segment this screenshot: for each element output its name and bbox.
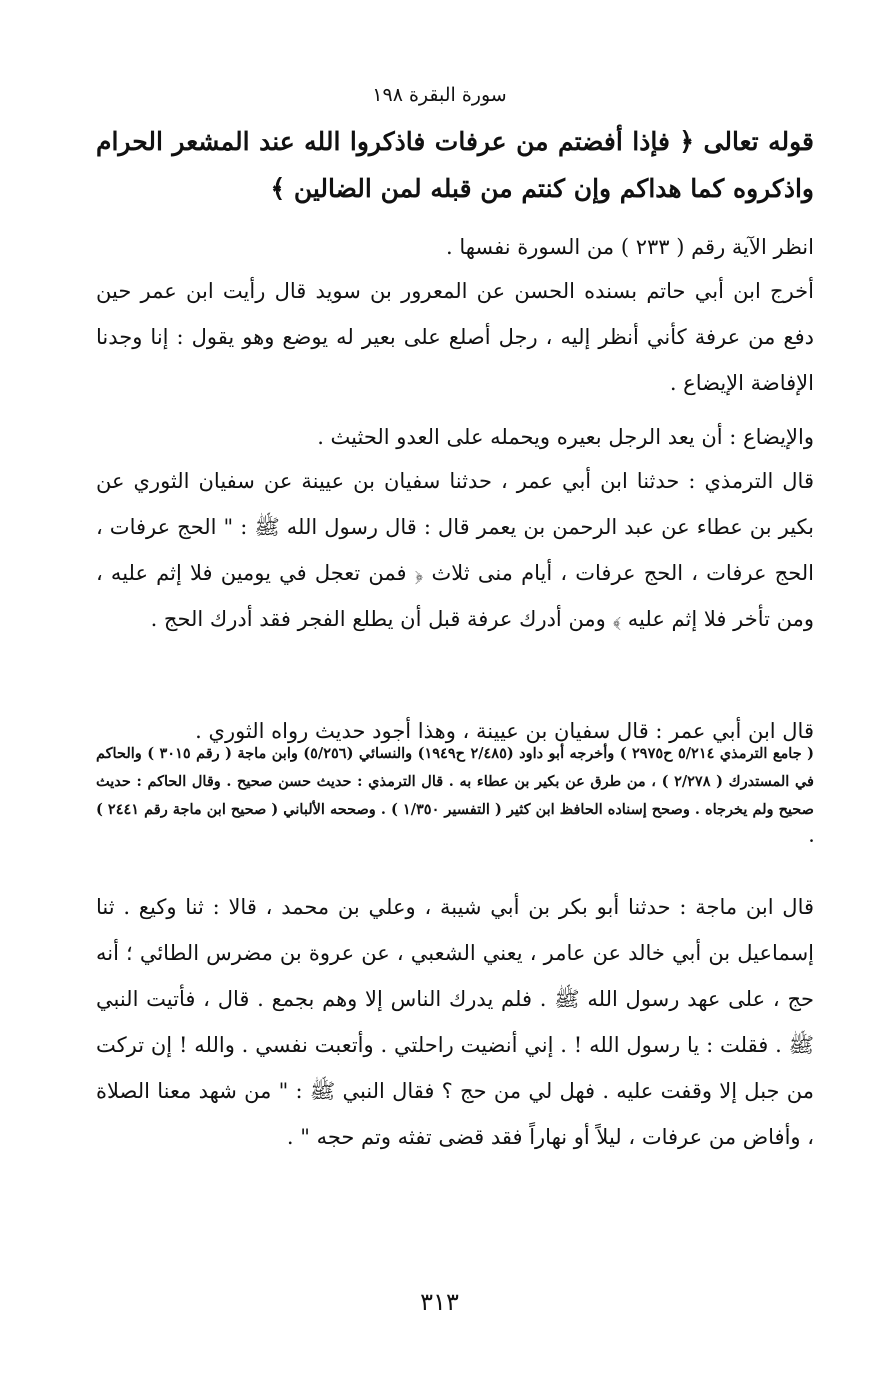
paragraph-ibn-majah: قال ابن ماجة : حدثنا أبو بكر بن أبي شيبة ، وعلي بن محمد ، قالا : ثنا وكيع . ثنا إسماعيل بن أبي خالد عن عامر ، يعني الشعبي ، عن عروة بن مضرس الطائي ؛ أنه حج ، على عهد رسول الله ﷺ . فلم يدرك الناس إلا وهم بجمع . قال ، فأتيت النبي ﷺ . فقلت : يا رسول الله ! . إني أنضيت راحلتي . وأتعبت نفسي . والله ! إن تركت من جبل إلا وقفت عليه . فهل لي من حج ؟ فقال النبي ﷺ : " من شهد معنا الصلاة ، وأفاض من عرفات ، ليلاً أو نهاراً فقد قضى تفثه وتم حجه " . <box>96 895 814 1149</box>
cross-reference: انظر الآية رقم ( ٢٣٣ ) من السورة نفسها . <box>445 235 814 259</box>
running-header: سورة البقرة ١٩٨ <box>372 84 507 106</box>
verse-heading: قوله تعالى ﴿ فإذا أفضتم من عرفات فاذكروا الله عند المشعر الحرام واذكروه كما هداكم وإن كنتم من قبله لمن الضالين ﴾ <box>96 127 814 203</box>
paragraph-ibn-abi-hatim: أخرج ابن أبي حاتم بسنده الحسن عن المعرور بن سويد قال رأيت ابن عمر حين دفع من عرفة كأني أنظر إليه ، رجل أصلع على بعير له يوضع وهو يقول : إنا وجدنا الإفاضة الإيضاع . <box>96 279 814 395</box>
footnote-takhrij: ( جامع الترمذي ٥/٢١٤ ح٢٩٧٥ ) وأخرجه أبو داود (٢/٤٨٥ ح١٩٤٩) والنسائي (٥/٢٥٦) وابن ماجة ( رقم ٣٠١٥ ) والحاكم في المستدرك ( ٢/٢٧٨ ) ، من طرق عن بكير بن عطاء به . قال الترمذي : حديث حسن صحيح . وقال الحاكم : حديث صحيح ولم يخرجاه . وصحح إسناده الحافظ ابن كثير ( التفسير ١/٣٥٠ ) . وصححه الألباني ( صحيح ابن ماجة رقم ٢٤٤١ ) . <box>96 745 814 846</box>
page-number: ٣١٣ <box>420 1288 459 1316</box>
paragraph-definition: والإيضاع : أن يعد الرجل بعيره ويحمله على العدو الحثيث . <box>317 425 814 449</box>
paragraph-ibn-abi-umar: قال ابن أبي عمر : قال سفيان بن عيينة ، وهذا أجود حديث رواه الثوري . <box>195 719 814 743</box>
paragraph-tirmidhi: قال الترمذي : حدثنا ابن أبي عمر ، حدثنا سفيان بن عيينة عن سفيان الثوري عن بكير بن عطاء عن عبد الرحمن بن يعمر قال : قال رسول الله ﷺ : " الحج عرفات ، الحج عرفات ، الحج عرفات ، أيام منى ثلاث ﴿ فمن تعجل في يومين فلا إثم عليه ، ومن تأخر فلا إثم عليه ﴾ ومن أدرك عرفة قبل أن يطلع الفجر فقد أدرك الحج . <box>96 469 814 631</box>
